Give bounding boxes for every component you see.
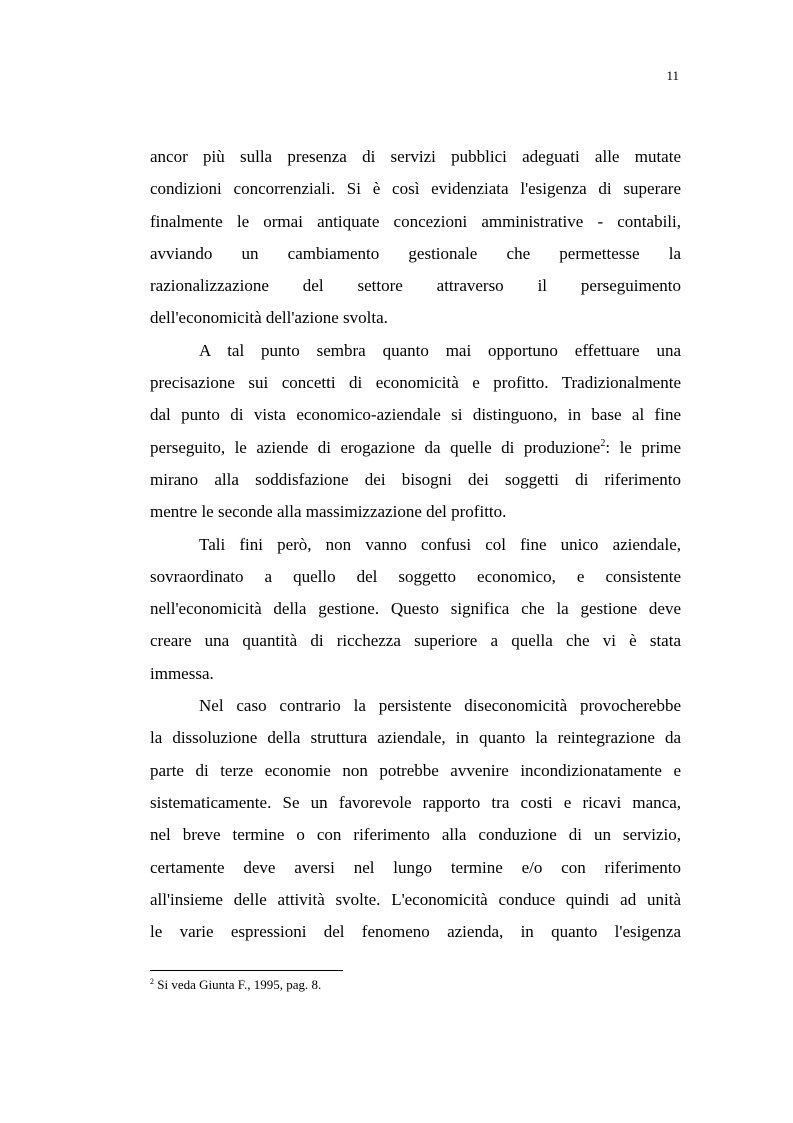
text-line: la dissoluzione della struttura aziendale, in quanto la reintegrazione da [150, 728, 681, 748]
text-line: Tali fini però, non vanno confusi col fine unico aziendale, [199, 534, 681, 554]
text-line: condizioni concorrenziali. Si è così evidenziata l'esigenza di superare [150, 179, 681, 199]
footnote-reference[interactable]: 2 [600, 437, 606, 449]
text-line: mentre le seconde alla massimizzazione del profitto. [150, 502, 507, 522]
text-line: razionalizzazione del settore attraverso il perseguimento [150, 276, 681, 296]
text-line: dell'economicità dell'azione svolta. [150, 308, 388, 328]
text-line: dal punto di vista economico-aziendale si distinguono, in base al fine [150, 405, 681, 425]
text-line: creare una quantità di ricchezza superiore a quella che vi è stata [150, 631, 681, 651]
text-segment: : le prime [605, 437, 681, 457]
text-line: certamente deve aversi nel lungo termine e/o con riferimento [150, 857, 681, 877]
text-line: all'insieme delle attività svolte. L'economicità conduce quindi ad unità [150, 889, 681, 909]
text-line: ancor più sulla presenza di servizi pubblici adeguati alle mutate [150, 147, 681, 166]
page-number: 11 [666, 68, 679, 83]
text-line: sovraordinato a quello del soggetto economico, e consistente [150, 566, 681, 586]
text-line: mirano alla soddisfazione dei bisogni dei soggetti di riferimento [150, 469, 681, 489]
text-line: finalmente le ormai antiquate concezioni amministrative - contabili, [150, 211, 681, 231]
text-line: avviando un cambiamento gestionale che permettesse la [150, 243, 681, 263]
text-line: sistematicamente. Se un favorevole rapporto tra costi e ricavi manca, [150, 792, 681, 812]
text-segment: perseguito, le aziende di erogazione da quelle di produzione [150, 437, 601, 457]
text-line: le varie espressioni del fenomeno azienda, in quanto l'esigenza [150, 922, 681, 942]
footnote [150, 977, 321, 993]
text-line: precisazione sui concetti di economicità e profitto. Tradizionalmente [150, 373, 681, 393]
text-line: immessa. [150, 663, 214, 683]
footnote-marker: 2 [150, 977, 154, 986]
text-line-with-footnote-ref [150, 432, 681, 464]
text-line: Nel caso contrario la persistente diseconomicità provocherebbe [199, 696, 681, 716]
text-line: nel breve termine o con riferimento alla conduzione di un servizio, [150, 825, 681, 845]
text-line: A tal punto sembra quanto mai opportuno effettuare una [199, 340, 681, 360]
body-text [150, 141, 681, 948]
text-line: nell'economicità della gestione. Questo significa che la gestione deve [150, 599, 681, 619]
footnote-text: Si veda Giunta F., 1995, pag. 8. [154, 977, 322, 992]
text-line: parte di terze economie non potrebbe avvenire incondizionatamente e [150, 760, 681, 780]
footnote-separator [150, 970, 343, 971]
